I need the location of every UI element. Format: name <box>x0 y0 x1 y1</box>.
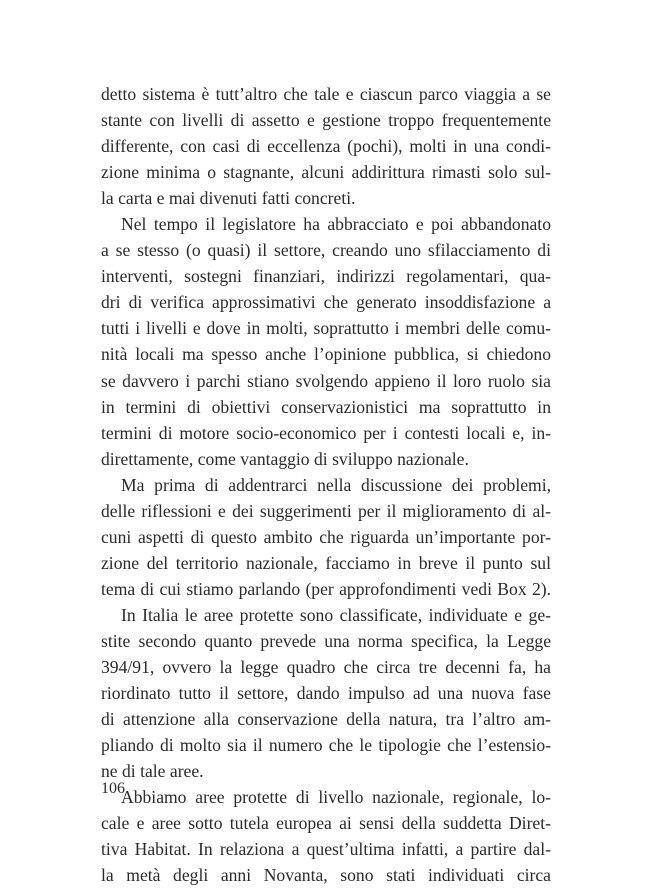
body-text <box>101 81 551 888</box>
text-line: Abbiamo aree protette di livello nazionale, regionale, lo- <box>121 787 551 808</box>
text-line: 394/91, ovvero la legge quadro che circa tre decenni fa, ha <box>101 657 551 678</box>
text-line: a se stesso (o quasi) il settore, creando uno sfilacciamento di <box>101 240 551 261</box>
paragraph-1 <box>101 81 551 211</box>
text-line: se davvero i parchi stiano svolgendo appieno il loro ruolo sia <box>101 370 551 391</box>
text-line: In Italia le aree protette sono classificate, individuate e ge- <box>121 604 551 625</box>
text-line: Nel tempo il legislatore ha abbracciato e poi abbandonato <box>121 214 551 235</box>
text-line: cale e aree sotto tutela europea ai sensi della suddetta Diret- <box>101 813 551 834</box>
paragraph-4 <box>101 602 551 784</box>
text-line: interventi, sostegni finanziari, indirizzi regolamentari, qua- <box>101 266 551 287</box>
text-line: tiva Habitat. In relaziona a quest’ultima infatti, a partire dal- <box>101 839 551 860</box>
text-line: detto sistema è tutt’altro che tale e ciascun parco viaggia a se <box>101 84 551 104</box>
text-line: nità locali ma spesso anche l’opinione pubblica, si chiedono <box>101 344 551 365</box>
text-line: stite secondo quanto prevede una norma specifica, la Legge <box>101 630 551 651</box>
text-line: direttamente, come vantaggio di sviluppo nazionale. <box>101 448 469 469</box>
text-line: riordinato tutto il settore, dando impulso ad una nuova fase <box>101 683 551 704</box>
text-line: la metà degli anni Novanta, sono stati individuati circa <box>101 865 551 886</box>
paragraph-2 <box>101 211 551 471</box>
text-line: di attenzione alla conservazione della natura, tra l’altro am- <box>101 709 551 730</box>
text-line: differente, con casi di eccellenza (pochi), molti in una condi- <box>101 136 551 157</box>
text-line: in termini di obiettivi conservazionistici ma soprattutto in <box>101 396 551 417</box>
text-line: la carta e mai divenuti fatti concreti. <box>101 188 356 209</box>
text-line: tutti i livelli e dove in molti, soprattutto i membri delle comu- <box>101 318 551 339</box>
text-line: pliando di molto sia il numero che le tipologie che l’estensio- <box>101 735 551 756</box>
text-line: ne di tale aree. <box>101 761 204 782</box>
text-line: delle riflessioni e dei suggerimenti per il miglioramento di al- <box>101 500 551 521</box>
text-line: zione del territorio nazionale, facciamo in breve il punto sul <box>101 552 551 573</box>
text-line: stante con livelli di assetto e gestione troppo frequentemente <box>101 110 551 131</box>
paragraph-3 <box>101 472 551 602</box>
text-line: Ma prima di addentrarci nella discussione dei problemi, <box>121 474 551 495</box>
page-number: 106 <box>101 780 125 797</box>
text-line: zione minima o stagnante, alcuni addirittura rimasti solo sul- <box>101 162 551 183</box>
paragraph-5 <box>101 784 551 888</box>
text-line: tema di cui stiamo parlando (per approfondimenti vedi Box 2). <box>101 578 551 599</box>
text-line: cuni aspetti di questo ambito che riguarda un’importante por- <box>101 526 551 547</box>
text-line: dri di verifica approssimativi che generato insoddisfazione a <box>101 292 551 313</box>
text-line: termini di motore socio-economico per i contesti locali e, in- <box>101 422 551 443</box>
